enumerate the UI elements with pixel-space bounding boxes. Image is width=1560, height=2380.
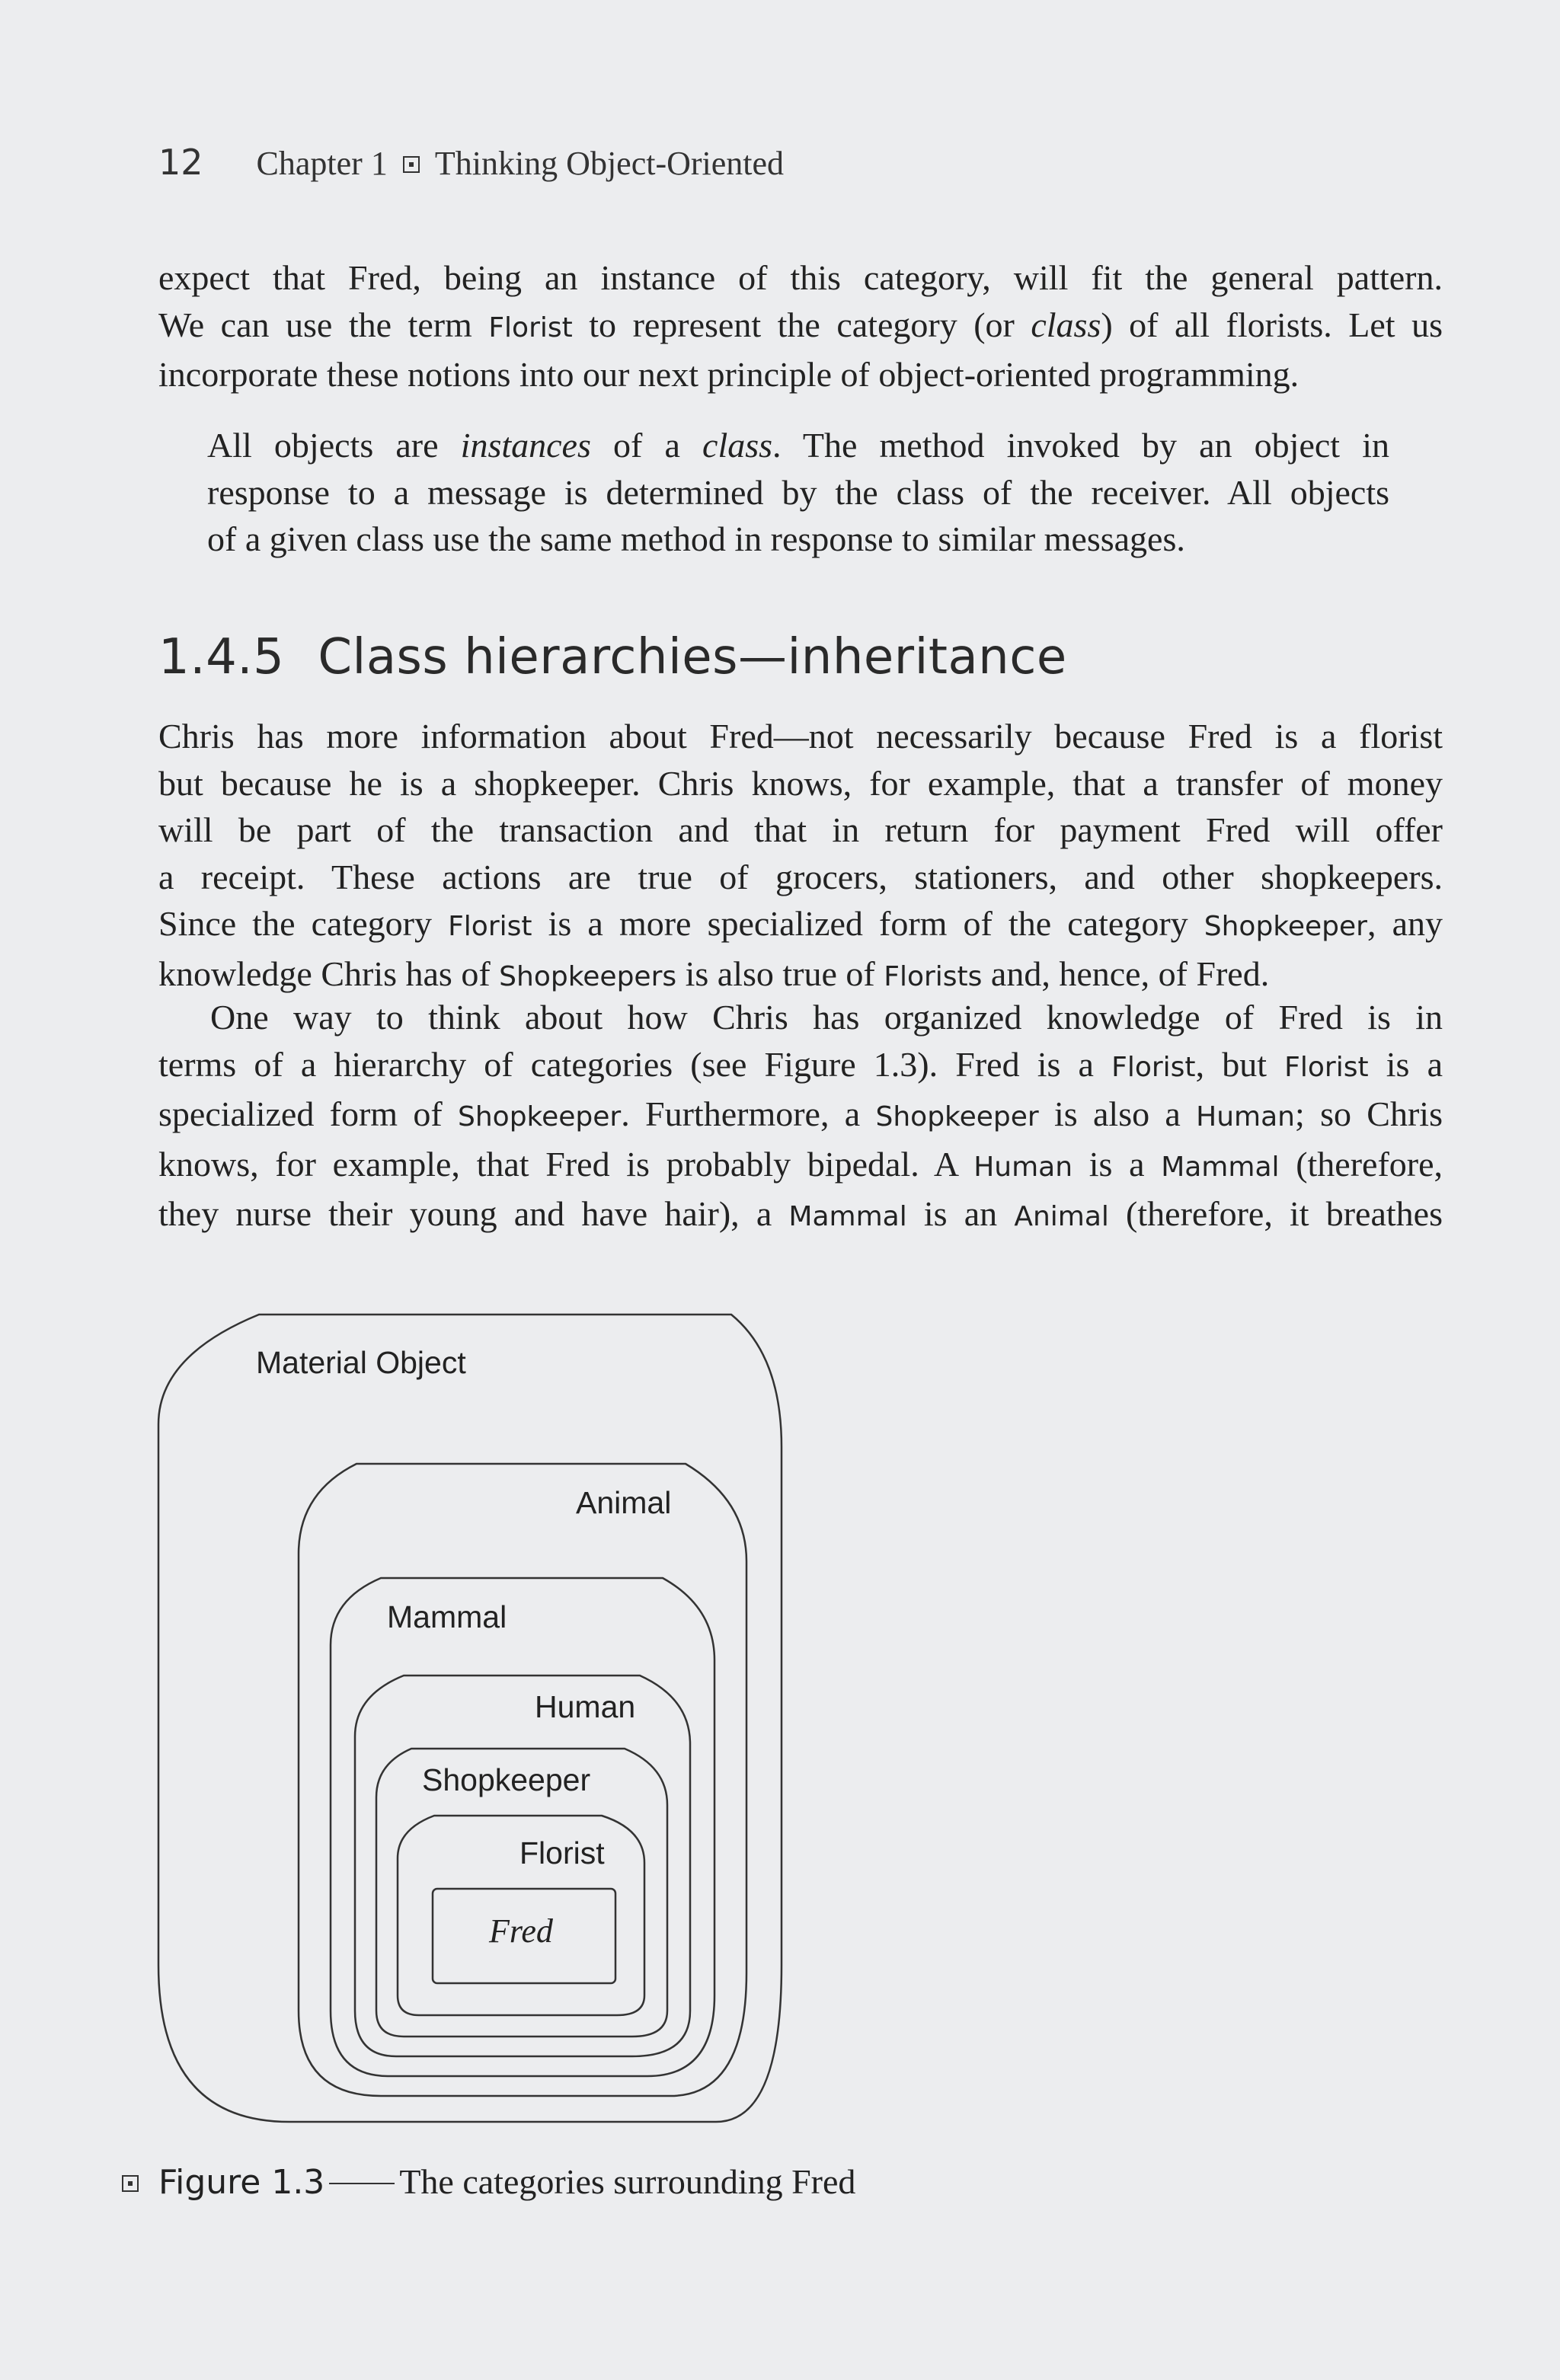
- text-line: knowledge Chris has of Shopkeepers is also true of Florists and, hence, of Fred.: [158, 954, 1270, 993]
- code-term: Human: [973, 1151, 1073, 1183]
- paragraph-shopkeeper: [158, 713, 1443, 1000]
- label-human: Human: [535, 1689, 636, 1724]
- label-material-object: Material Object: [256, 1345, 466, 1380]
- chapter-label: Chapter 1: [256, 145, 388, 182]
- figure-nested-categories: [152, 1310, 792, 2132]
- text-line: One way to think about how Chris has organized knowledge of Fred is in: [210, 998, 1443, 1037]
- code-term: Florists: [884, 960, 983, 992]
- paragraph-hierarchy: [158, 994, 1443, 1241]
- emphasis: instances: [460, 426, 591, 465]
- text-line: Since the category Florist is a more specialized form of the category Shopkeeper, any: [158, 904, 1443, 943]
- code-term: Animal: [1014, 1201, 1109, 1232]
- text-line: We can use the term Florist to represent the category (or class) of all florists. Let us: [158, 305, 1443, 344]
- emphasis: class: [702, 426, 773, 465]
- label-mammal: Mammal: [387, 1599, 507, 1634]
- code-term: Mammal: [1161, 1151, 1280, 1183]
- text-line: expect that Fred, being an instance of this category, will fit the general pattern.: [158, 258, 1443, 297]
- text-line: knows, for example, that Fred is probably bipedal. A Human is a Mammal (therefore,: [158, 1144, 1443, 1184]
- section-heading: [158, 629, 1067, 685]
- code-term: Shopkeeper: [458, 1101, 622, 1132]
- paragraph-intro: [158, 254, 1443, 398]
- code-term: Florist: [1111, 1051, 1196, 1083]
- text-line: specialized form of Shopkeeper. Furthermore, a Shopkeeper is also a Human; so Chris: [158, 1094, 1443, 1133]
- caption-text: The categories surrounding Fred: [399, 2162, 856, 2201]
- code-term: Mammal: [788, 1201, 907, 1232]
- label-animal: Animal: [576, 1485, 672, 1520]
- label-fred: Fred: [489, 1912, 553, 1950]
- text-line: terms of a hierarchy of categories (see Figure 1.3). Fred is a Florist, but Florist is a: [158, 1044, 1443, 1084]
- text-line: will be part of the transaction and that in return for payment Fred will offer: [158, 810, 1443, 849]
- code-term: Florist: [448, 911, 532, 942]
- text-line: All objects are instances of a class. The method invoked by an object in: [207, 426, 1389, 465]
- box-bullet-icon: [403, 156, 420, 173]
- code-term: Shopkeeper: [875, 1101, 1039, 1132]
- code-term: Shopkeeper: [1204, 911, 1367, 942]
- box-bullet-icon: [122, 2175, 139, 2192]
- text-line: but because he is a shopkeeper. Chris knows, for example, that a transfer of money: [158, 763, 1443, 803]
- chapter-title: Thinking Object-Oriented: [434, 145, 785, 182]
- code-term: Florist: [1284, 1051, 1369, 1083]
- principle-block: [207, 422, 1389, 563]
- material-object-boundary: [158, 1315, 782, 2122]
- code-term: Florist: [488, 311, 573, 343]
- mammal-boundary: [331, 1578, 714, 2076]
- caption-label: Figure 1.3: [158, 2163, 325, 2202]
- text-line: of a given class use the same method in response to similar messages.: [207, 519, 1185, 558]
- label-florist: Florist: [519, 1835, 605, 1870]
- section-number: 1.4.5: [158, 629, 285, 685]
- caption-rule: [329, 2183, 395, 2184]
- text-line: Chris has more information about Fred—not necessarily because Fred is a florist: [158, 717, 1443, 756]
- text-line: incorporate these notions into our next principle of object-oriented programming.: [158, 355, 1299, 394]
- nested-categories-diagram: [152, 1310, 792, 2132]
- page-number: 12: [158, 142, 203, 183]
- label-shopkeeper: Shopkeeper: [422, 1762, 591, 1797]
- running-header: [158, 142, 784, 187]
- code-term: Human: [1196, 1101, 1295, 1132]
- emphasis: class: [1031, 305, 1101, 344]
- text-line: they nurse their young and have hair), a Mammal is an Animal (therefore, it breathes: [158, 1194, 1443, 1233]
- text-line: a receipt. These actions are true of grocers, stationers, and other shopkeepers.: [158, 857, 1443, 896]
- code-term: Shopkeepers: [499, 960, 677, 992]
- figure-caption: [122, 2161, 855, 2202]
- text-line: response to a message is determined by the class of the receiver. All objects: [207, 472, 1389, 512]
- section-title: Class hierarchies—inheritance: [318, 629, 1067, 685]
